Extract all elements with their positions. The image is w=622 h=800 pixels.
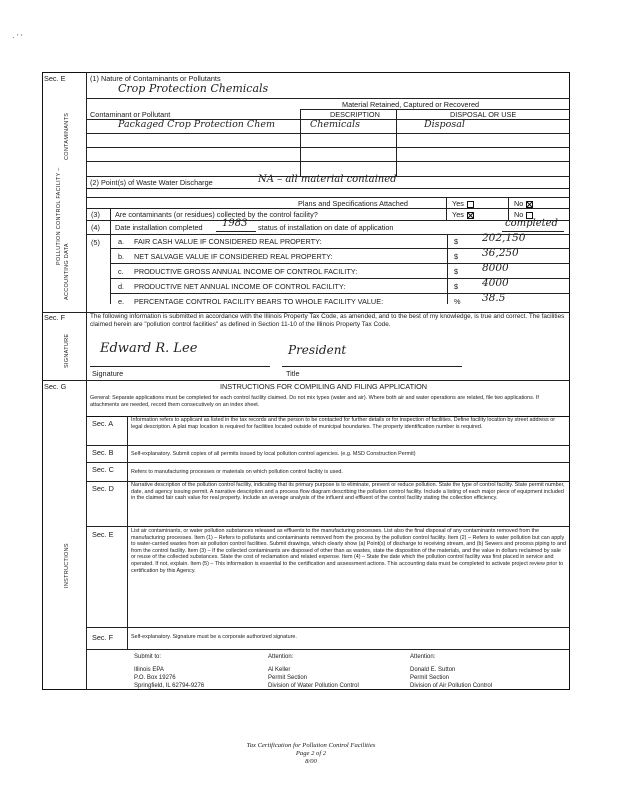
side-label-facility: POLLUTION CONTROL FACILITY – [56,167,62,265]
footer-title: Tax Certification for Pollution Control Facilities [246,742,376,749]
submit-line: P.O. Box 19276 [134,675,176,681]
attention-line: Division of Air Pollution Control [410,683,493,689]
item2-label: (2) Point(s) of Waste Water Discharge [90,178,213,187]
accounting-value[interactable]: 8000 [482,262,509,274]
attention-line: Permit Section [268,675,308,681]
signature-value[interactable]: Edward R. Lee [100,341,198,356]
accounting-value[interactable]: 36,250 [482,247,519,259]
row1-description[interactable]: Chemicals [310,119,360,130]
accounting-symbol: % [454,297,461,306]
accounting-label: PRODUCTIVE NET ANNUAL INCOME OF CONTROL FACILITY: [134,282,346,291]
certification-text: The following information is submitted in accordance with the Illinois Property Tax Code, as amended, and to the best of my knowledge, is true and correct. The facilities claimed herein are "pollution control facilities" as defined in Section 11-10 of the Illinois Property Tax Code. [90,313,565,328]
attention-label: Attention: [268,654,294,660]
instr-sec-e-text: List air contaminants, or water pollution substances released as effluents to the manufacturing processes. List also the final disposal of any contaminants removed from the manufacturing processes. Item (1) – Refers to pollutants and contaminants removed from the process by the pollution control facility. Item (2) – Refers to water pollution but can apply to water-carried wastes from air pollution control facilities. Submit drawings, which clearly show (a) Point(s) of discharge to receiving stream, and (b) Sewers and process piping to and from the control facility. Item (3) – If the collected contaminants are disposed of other than as wastes, state the disposition of the materials, and the value in dollars reclaimed by sale or reuse of the collected substances. State the cost of reclamation and related expense. Item (4) – State the date which the pollution control facility was first placed in service and operated. If not, explain. Item (5) – This information is essential to the certification and assessment actions. This accounting data must be completed to activate project review prior to certification by this Agency. [131,528,567,574]
item1-label: (1) Nature of Contaminants or Pollutants [90,74,221,83]
plans-no-label: No [514,199,524,208]
accounting-table [110,234,570,308]
accounting-letter: a. [118,237,125,246]
instr-sec-c-text: Refers to manufacturing processes or materials on which pollution control facility is used. [131,469,343,475]
side-label-signature: SIGNATURE [64,333,70,368]
q3-no-label: No [514,210,524,219]
instr-sec-c-label: Sec. C [92,465,114,474]
title-label: Title [286,369,300,378]
plans-yes [452,199,474,208]
attention-line: Al Keller [268,667,291,673]
submit-line: Springfield, IL 62794-9276 [134,683,205,689]
instr-sec-f-label: Sec. F [92,633,114,642]
accounting-symbol: $ [454,237,459,246]
accounting-label: PERCENTAGE CONTROL FACILITY BEARS TO WHOLE FACILITY VALUE: [134,297,384,306]
submit-block [134,653,204,690]
item2-value[interactable]: NA – all material contained [258,174,397,185]
plans-no-checkbox[interactable] [526,201,533,208]
row1-disposal[interactable]: Disposal [424,119,465,130]
signature-label: Signature [92,369,124,378]
title-value[interactable]: President [288,343,347,357]
q3-num: (3) [91,210,100,219]
accounting-value[interactable]: 4000 [482,277,509,289]
plans-no [514,199,533,208]
instr-sec-e-label: Sec. E [92,530,114,539]
q3-yes [452,210,474,219]
q4-num: (4) [91,223,100,232]
accounting-value[interactable]: 202,150 [482,232,526,244]
scan-marks: · ’ ‘ [12,33,23,42]
instr-sec-d-text: Narrative description of the pollution control facility, indicating that its primary purpose is to eliminate, prevent or reduce pollution. State the type of control facility. State permit number, date, and agency issuing permit. A narrative description and a process flow diagram describing the pollution control facility. Include a listing of each major piece of equipment included in the claimed fair cash value for real property. Include an average analysis of the influent and effluent of the control facility stating the collection efficiency. [131,482,565,502]
accounting-value[interactable]: 38.5 [482,292,506,304]
instr-sec-b-label: Sec. B [92,448,114,457]
q4-text-b: status of installation on date of application [258,223,394,232]
accounting-letter: d. [118,282,125,291]
instr-sec-f-text: Self-explanatory. Signature must be a corporate authorized signature. [131,634,297,640]
attention-air-block [410,653,492,690]
instr-sec-a-text: Information refers to applicant as listed in the tax records and the person to be contacted for further details or for inspection of facilities. Define facility location by street address or legal description. A plat map location is required for facilities located outside of municipal boundaries. The property identification number is required. [131,417,555,430]
instr-sec-b-text: Self-explanatory. Submit copies of all permits issued by local pollution control agencies. (e.g. MSD Construction Permit) [131,451,416,457]
accounting-letter: e. [118,297,125,306]
plans-yes-label: Yes [452,199,464,208]
accounting-label: PRODUCTIVE GROSS ANNUAL INCOME OF CONTROL FACILITY: [134,267,358,276]
item1-value[interactable]: Crop Protection Chemicals [118,82,269,95]
accounting-label: NET SALVAGE VALUE IF CONSIDERED REAL PROPERTY: [134,252,333,261]
attention-label: Attention: [410,654,436,660]
sec-f-label: Sec. F [44,313,66,322]
sec-e-label: Sec. E [44,74,66,83]
q5-num: (5) [91,238,100,247]
material-header: Material Retained, Captured or Recovered [342,100,480,109]
accounting-letter: b. [118,252,125,261]
q4-text-a: Date installation completed [115,223,203,232]
plans-label: Plans and Specifications Attached [298,199,408,208]
footer-page: Page 2 of 2 [295,750,327,757]
col-description: DESCRIPTION [330,110,380,119]
submit-label: Submit to: [134,654,162,660]
accounting-letter: c. [118,267,124,276]
col-disposal: DISPOSAL OR USE [450,110,517,119]
side-label-contaminants: CONTAMINANTS [64,112,70,160]
sec-g-label: Sec. G [44,382,67,391]
attention-line: Division of Water Pollution Control [268,683,359,689]
q4-status[interactable]: completed [505,218,558,229]
col-contaminant: Contaminant or Pollutant [90,110,171,119]
instr-sec-a-label: Sec. A [92,419,114,428]
plans-yes-checkbox[interactable] [467,201,474,208]
page-footer [0,742,622,766]
footer-date: 8/00 [305,758,317,765]
attention-water-block [268,653,359,690]
accounting-symbol: $ [454,282,459,291]
accounting-symbol: $ [454,252,459,261]
submit-line: Illinois EPA [134,667,164,673]
q4-year[interactable]: 1983 [222,218,248,229]
side-label-accounting: ACCOUNTING DATA [64,243,70,300]
row1-contaminant[interactable]: Packaged Crop Protection Chem [118,119,275,130]
attention-line: Donald E. Sutton [410,667,456,673]
q3-text: Are contaminants (or residues) collected by the control facility? [115,210,318,219]
accounting-label: FAIR CASH VALUE IF CONSIDERED REAL PROPERTY: [134,237,322,246]
instr-sec-d-label: Sec. D [92,484,114,493]
instructions-general: General: Separate applications must be completed for each control facility claimed. Do not mix types (water and air). Where both air and water operations are related, file two applications. If attachments are needed, record them consecutively on an index sheet. [90,395,539,408]
instructions-heading: INSTRUCTIONS FOR COMPILING AND FILING APPLICATION [220,382,428,391]
q3-yes-checkbox[interactable] [467,212,474,219]
accounting-row [110,294,570,308]
accounting-symbol: $ [454,267,459,276]
q3-yes-label: Yes [452,210,464,219]
side-label-instructions: INSTRUCTIONS [64,543,70,588]
attention-line: Permit Section [410,675,450,681]
